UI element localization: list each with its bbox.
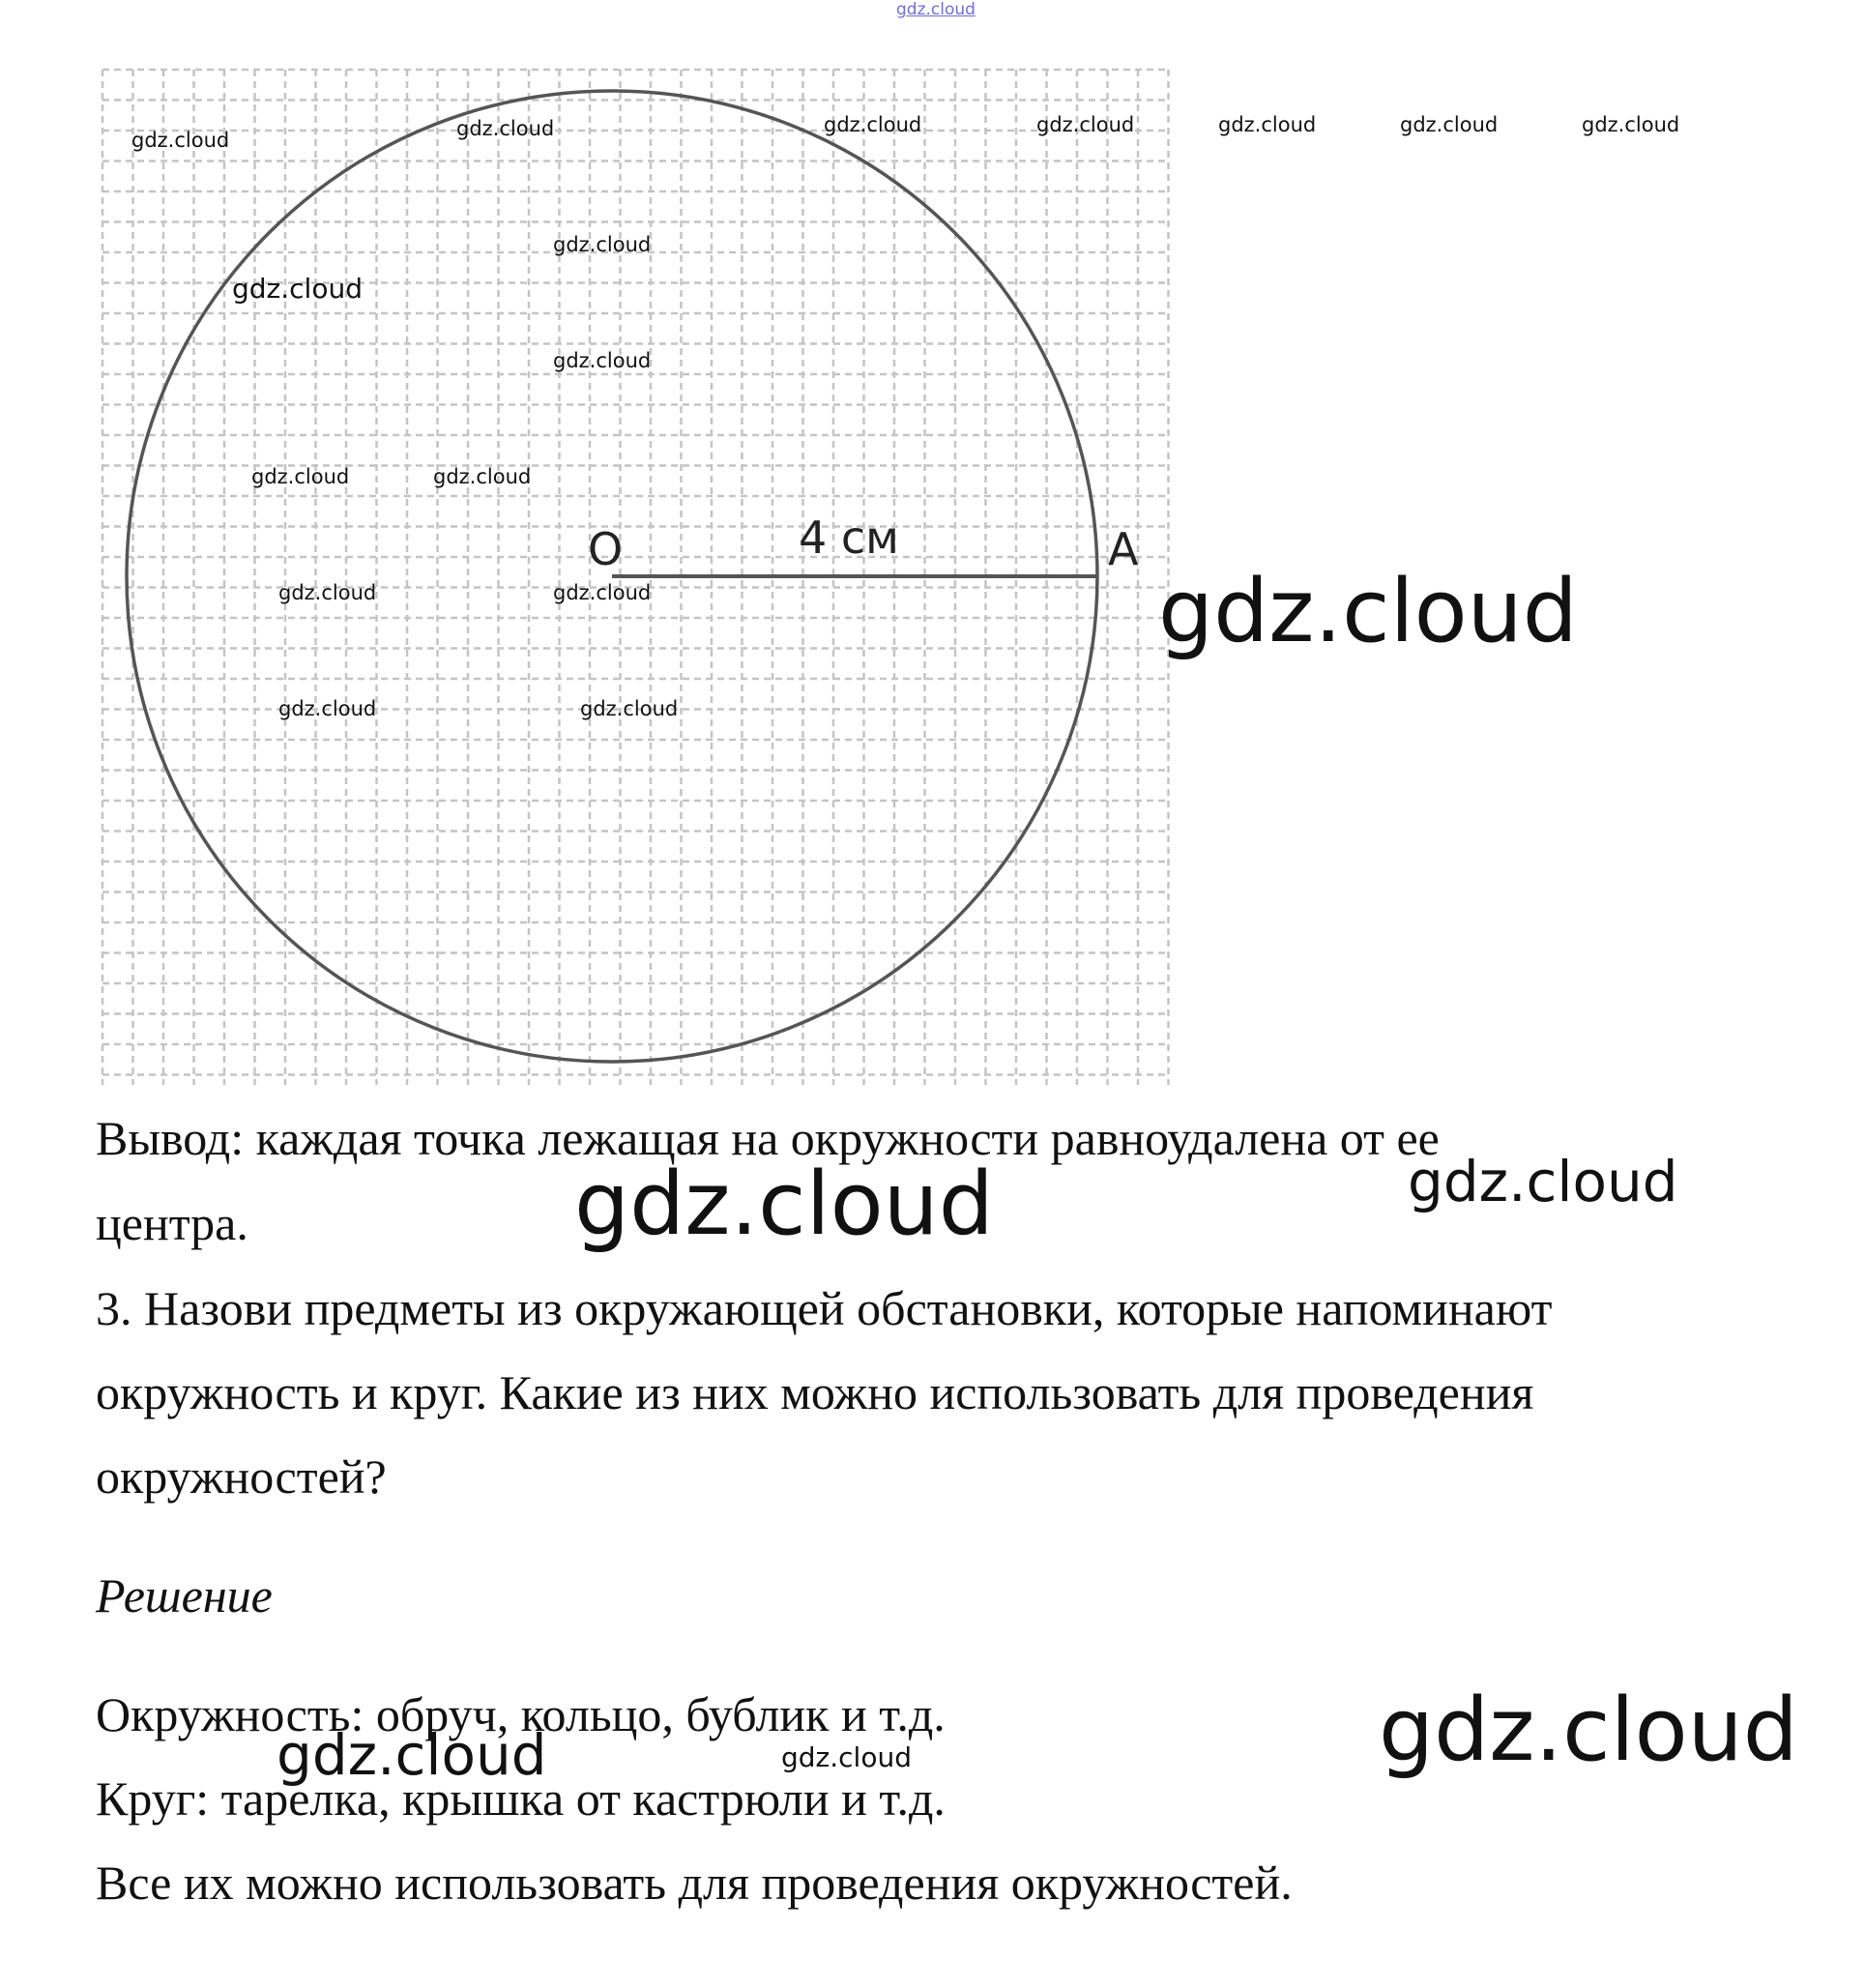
watermark: gdz.cloud (824, 113, 922, 136)
watermark: gdz.cloud (1379, 1680, 1798, 1781)
answer-line-1: Окружность: обруч, кольцо, бублик и т.д. (96, 1687, 946, 1741)
watermark: gdz.cloud (1408, 1149, 1678, 1214)
watermark: gdz.cloud (1158, 561, 1578, 662)
watermark: gdz.cloud (277, 1722, 547, 1788)
conclusion-line-1: Вывод: каждая точка лежащая на окружности равноудалена от ее (96, 1111, 1440, 1165)
watermark: gdz.cloud (278, 697, 377, 720)
conclusion-line-2: центра. (96, 1196, 248, 1250)
watermark: gdz.cloud (1582, 113, 1680, 136)
watermark: gdz.cloud (131, 129, 230, 152)
watermark: gdz.cloud (553, 349, 652, 372)
task-line-2: окружность и круг. Какие из них можно использовать для проведения (96, 1365, 1534, 1419)
radius-label: 4 см (799, 512, 899, 564)
watermark: gdz.cloud (456, 117, 555, 140)
task-line-3: окружностей? (96, 1449, 387, 1504)
watermark: gdz.cloud (1036, 113, 1135, 136)
solution-heading: Решение (96, 1568, 273, 1623)
watermark: gdz.cloud (433, 465, 532, 488)
watermark-top: gdz.cloud (896, 0, 976, 19)
watermark: gdz.cloud (553, 233, 652, 256)
point-label: A (1108, 523, 1139, 575)
answer-line-3: Все их можно использовать для проведения окружностей. (96, 1856, 1293, 1910)
answer-line-2: Круг: тарелка, крышка от кастрюли и т.д. (96, 1771, 946, 1826)
watermark: gdz.cloud (1218, 113, 1317, 136)
task-line-1: 3. Назови предметы из окружающей обстановки, которые напоминают (96, 1281, 1553, 1335)
watermark: gdz.cloud (574, 1154, 994, 1255)
watermark: gdz.cloud (781, 1741, 912, 1773)
watermark: gdz.cloud (553, 581, 652, 604)
watermark: gdz.cloud (232, 273, 363, 305)
watermark: gdz.cloud (251, 465, 350, 488)
watermark: gdz.cloud (1400, 113, 1499, 136)
watermark: gdz.cloud (580, 697, 679, 720)
center-label: O (588, 523, 624, 575)
watermark: gdz.cloud (278, 581, 377, 604)
